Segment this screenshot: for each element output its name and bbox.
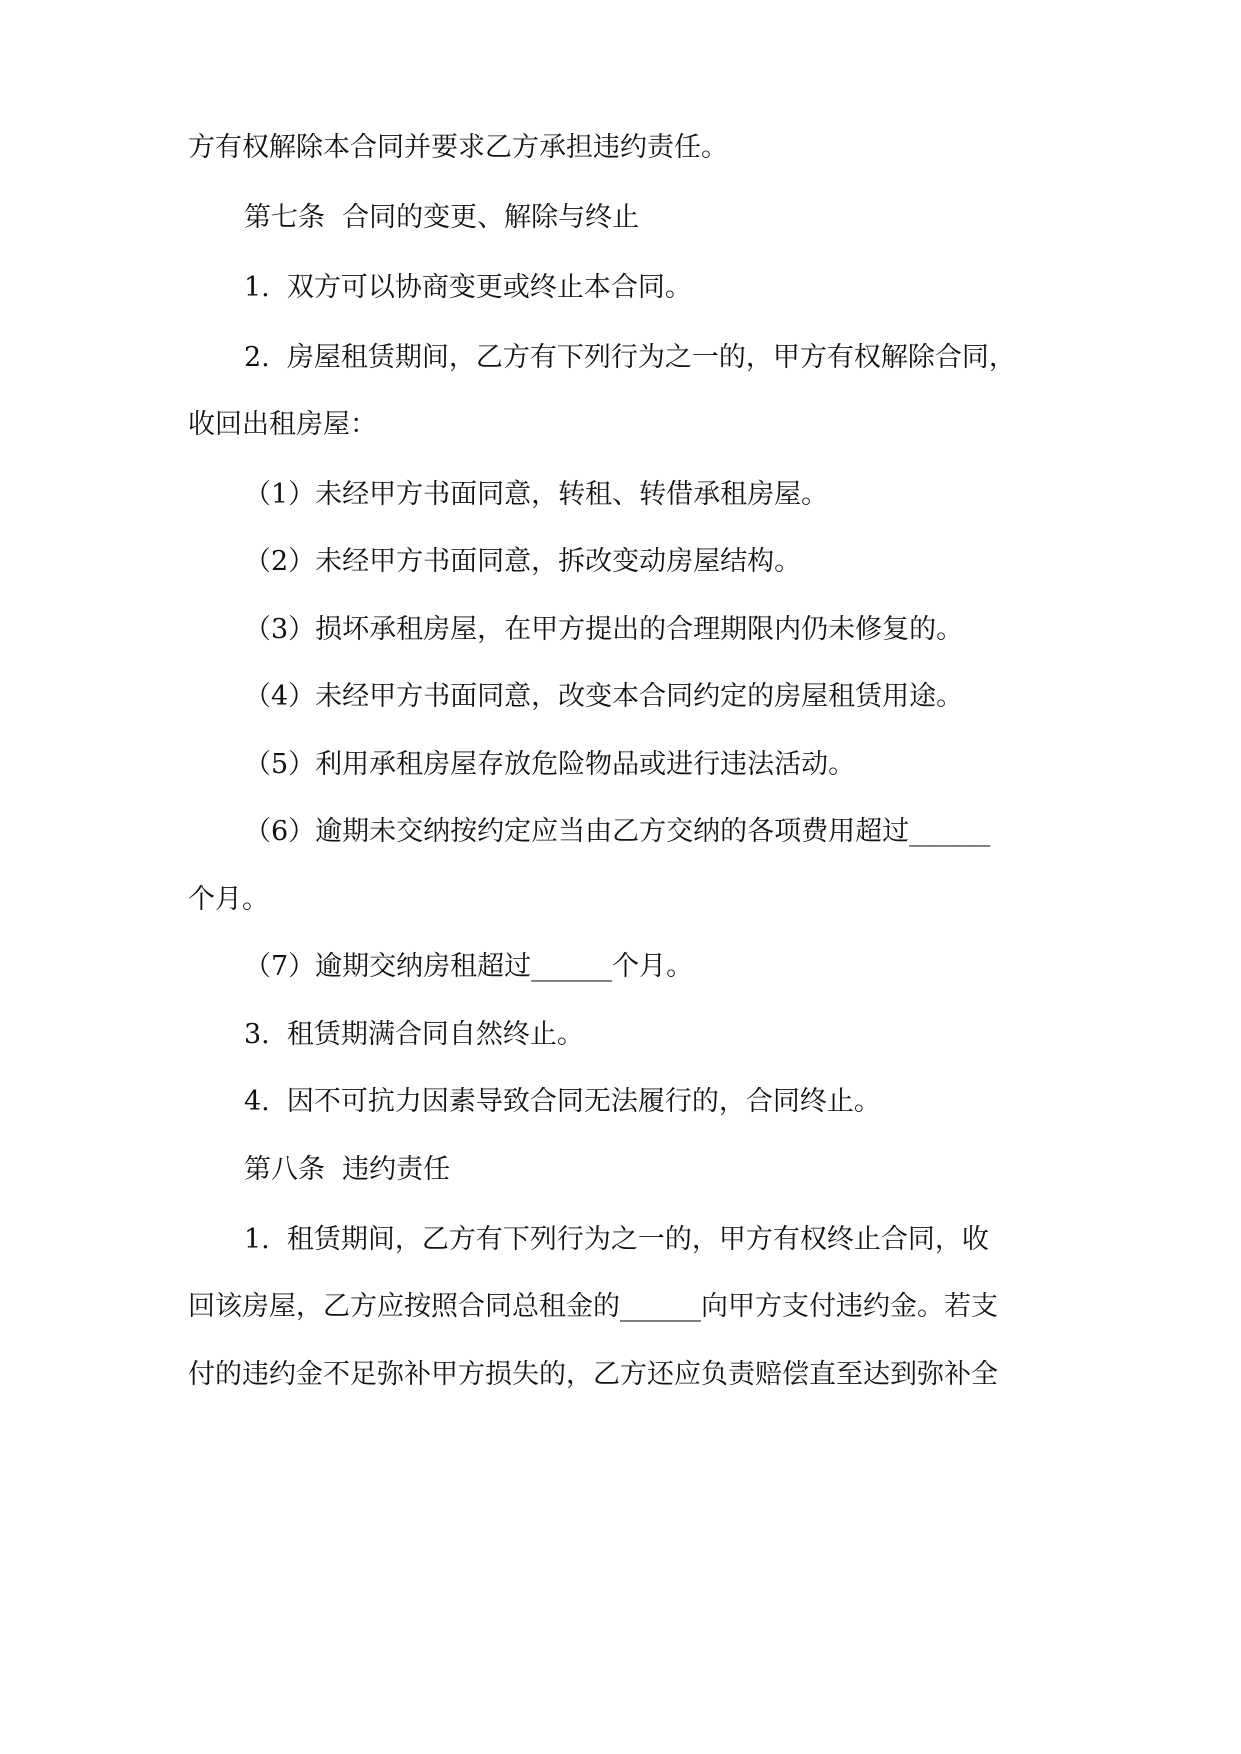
text-line: （7）逾期交纳房租超过______个月。	[244, 951, 694, 982]
text-line: 1. 双方可以协商变更或终止本合同。	[244, 272, 692, 303]
text-line: （3）损坏承租房屋，在甲方提出的合理期限内仍未修复的。	[244, 614, 964, 645]
text-line: 个月。	[188, 884, 269, 915]
text-line: （4）未经甲方书面同意，改变本合同约定的房屋租赁用途。	[244, 681, 964, 712]
text-line: （1）未经甲方书面同意，转租、转借承租房屋。	[244, 479, 829, 510]
text-line: 1. 租赁期间，乙方有下列行为之一的，甲方有权终止合同，收	[244, 1224, 989, 1255]
text-line: 方有权解除本合同并要求乙方承担违约责任。	[188, 132, 728, 163]
text-line: 4. 因不可抗力因素导致合同无法履行的，合同终止。	[244, 1086, 881, 1117]
text-line: 回该房屋，乙方应按照合同总租金的______向甲方支付违约金。若支	[188, 1291, 998, 1322]
text-line: （5）利用承租房屋存放危险物品或进行违法活动。	[244, 749, 856, 780]
text-line: （6）逾期未交纳按约定应当由乙方交纳的各项费用超过______	[244, 816, 991, 847]
text-line: 收回出租房屋：	[188, 409, 377, 440]
section-heading: 第七条 合同的变更、解除与终止	[244, 202, 640, 233]
section-heading: 第八条 违约责任	[244, 1154, 451, 1185]
text-line: 3. 租赁期满合同自然终止。	[244, 1019, 584, 1050]
text-line: 付的违约金不足弥补甲方损失的，乙方还应负责赔偿直至达到弥补全	[188, 1359, 998, 1390]
text-line: 2. 房屋租赁期间，乙方有下列行为之一的，甲方有权解除合同，	[244, 342, 1016, 373]
text-line: （2）未经甲方书面同意，拆改变动房屋结构。	[244, 546, 802, 577]
